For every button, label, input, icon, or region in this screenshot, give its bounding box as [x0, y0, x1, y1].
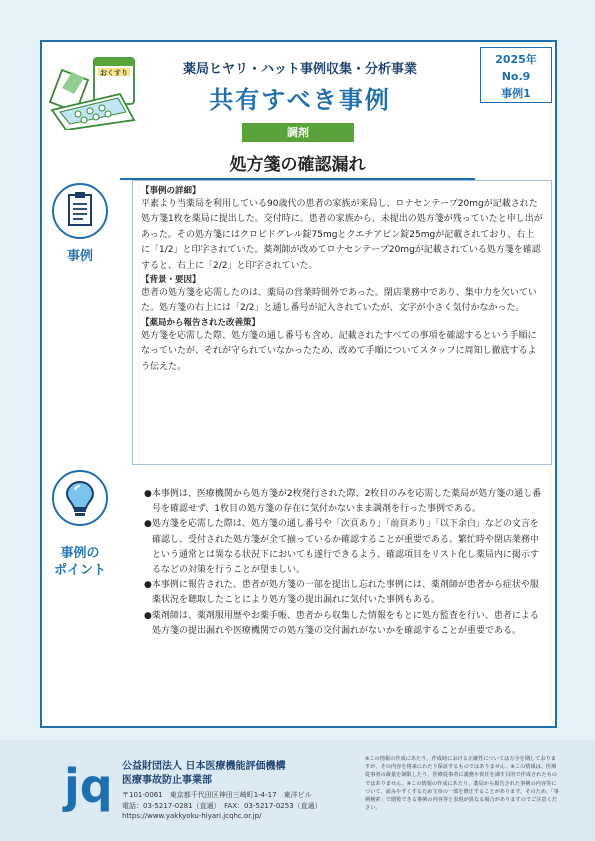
jq-logo — [60, 752, 118, 814]
lightbulb-icon-circle — [52, 470, 108, 526]
document-icon-circle — [52, 183, 108, 239]
org-address: 〒101-0061 東京都千代田区神田三崎町1-4-17 東洋ビル — [122, 791, 312, 799]
org-phone: 電話：03-5217-0281（直通） FAX：03-5217-0253（直通） — [122, 802, 322, 810]
case-detail-panel — [132, 180, 552, 465]
category-badge: 調剤 — [242, 123, 354, 142]
org-department: 医療事故防止事業部 — [122, 775, 212, 786]
point-item: ●本事例は、医療機関から処方箋が2枚発行された際、2枚目のみを応需した薬局が処方箋の通し番号を確認せず、1枚目の処方箋の存在に気付かないまま調剤を行った事例である。 — [144, 489, 542, 515]
measures-body: 処方箋を応需した際、処方箋の通し番号も含め、記載されたすべての事項を確認するという手順になっていたが、それが守られていなかったため、改めて手順についてスタッフに周知し徹底するよう伝えた。 — [141, 330, 537, 372]
svg-text:jq: jq — [64, 759, 113, 813]
points-label-line2: ポイント — [53, 563, 106, 578]
background-heading: 【背景・要因】 — [141, 275, 201, 286]
project-subtitle: 薬局ヒヤリ・ハット事例収集・分析事業 — [182, 62, 417, 77]
illus-label: おくすり — [100, 69, 128, 77]
case-section-label: 事例 — [66, 249, 93, 264]
points-list — [144, 487, 544, 639]
medicine-bag-illustration — [42, 50, 152, 130]
measures-heading: 【薬局から報告された改善策】 — [141, 317, 261, 328]
detail-body: 平素より当薬局を利用している90歳代の患者の家族が来局し、ロナセンテープ20mgが記載された処方箋1枚を薬局に提出した。交付時に、患者の家族から、未提出の処方箋が残っていたと申し出があった。その処方箋にはクロピドグレル錠75mgとクエチアピン錠25mgが記載されており、右上に「1/2」と印字されていた。薬剤師が改めてロナセンテープ20mgが記載されている処方箋を確認すると、右上に「2/2」と印字されていた。 — [141, 199, 543, 271]
point-item: ●処方箋を応需した際は、処方箋の通し番号や「次頁あり」「前頁あり」「以下余白」などの文言を確認し、受付された処方箋が全て揃っているか確認することが重要である。繁忙時や閉店業務中という通常とは異なる状況下においても遂行できるよう、確認項目をリスト化し薬局内に掲示するなどの対策を行うことが望ましい。 — [144, 519, 540, 576]
org-url[interactable]: https://www.yakkyoku-hiyari.jcqhc.or.jp/ — [122, 812, 262, 820]
detail-heading: 【事例の詳細】 — [141, 186, 201, 196]
disclaimer-note: ※この情報の作成にあたり、作成時における正確性については万全を期しておりますが、その内容を将来にわたり保証するものではありません。※この情報は、医療従事者の裁量を制限したり、医療従事者に義務や責任を課す目的で作成されたものではありません。※この情報の作成にあたり、薬局から報告された事例の内容等について、読みやすくするため文章の一部を修正することがあります。そのため、「事例検索」で閲覧できる事例の内容等と表現が異なる場合がありますのでご注意ください。 — [365, 756, 559, 812]
clipboard-icon — [54, 185, 106, 237]
issue-info-box — [480, 47, 552, 103]
issue-number: No.9 — [501, 70, 531, 83]
page-title: 共有すべき事例 — [209, 86, 391, 114]
points-label-line1: 事例の — [60, 546, 100, 561]
point-item: ●薬剤師は、薬剤服用歴やお薬手帳、患者から収集した情報をもとに処方監査を行い、患者による処方箋の提出漏れや医療機関での処方箋の交付漏れがないかを確認することが重要である。 — [144, 610, 539, 636]
case-number: 事例1 — [501, 87, 531, 100]
org-name: 公益財団法人 日本医療機能評価機構 — [122, 761, 286, 772]
case-title: 処方箋の確認漏れ — [120, 150, 475, 180]
background-body: 患者の処方箋を応需したのは、薬局の営業時間外であった。閉店業務中であり、集中力を欠いていた。処方箋の右上には「2/2」と通し番号が記入されていたが、文字が小さく気付かなかった。 — [141, 288, 537, 314]
point-item: ●本事例に報告された、患者が処方箋の一部を提出し忘れた事例には、薬剤師が患者から症状や服薬状況を聴取したことにより処方箋の提出漏れに気付いた事例もある。 — [144, 580, 539, 606]
issue-year: 2025年 — [495, 53, 537, 66]
points-section-label — [46, 545, 114, 579]
lightbulb-icon — [54, 472, 106, 524]
